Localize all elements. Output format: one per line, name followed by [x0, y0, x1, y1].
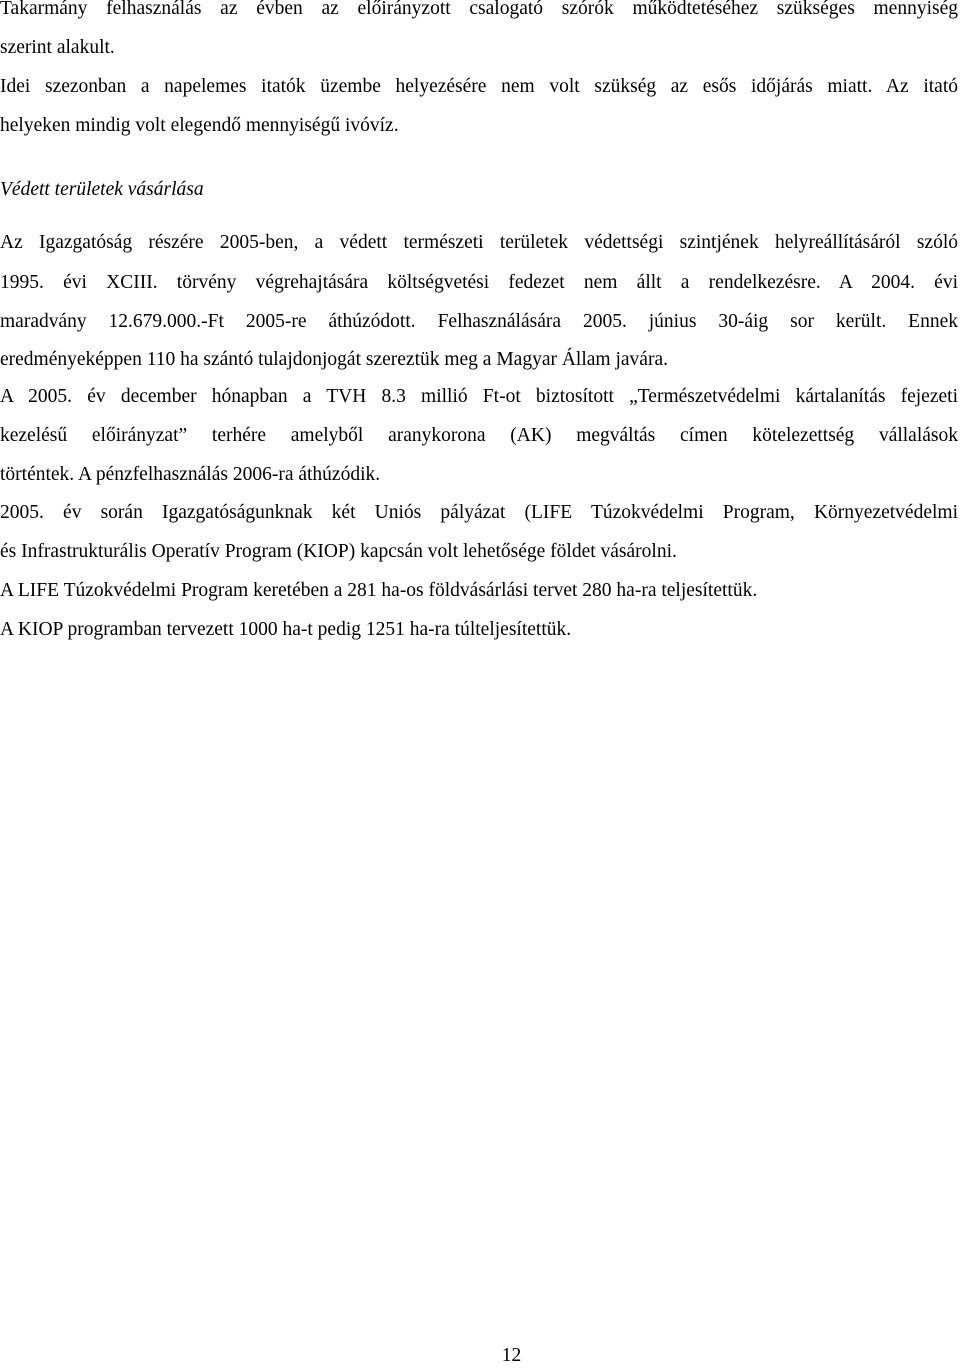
paragraph-line: Idei szezonban a napelemes itatók üzembe helyezésére nem volt szükség az esős időjárás miatt. Az itató [0, 76, 958, 97]
page-number: 12 [501, 1345, 522, 1366]
paragraph-line: Az Igazgatóság részére 2005-ben, a védett természeti területek védettségi szintjének helyreállításáról szóló [0, 232, 958, 253]
paragraph-line: Takarmány felhasználás az évben az előirányzott csalogató szórók működtetéséhez szükséges mennyiség [0, 0, 958, 19]
paragraph-line: történtek. A pénzfelhasználás 2006-ra áthúzódik. [0, 464, 381, 485]
paragraph-line: kezelésű előirányzat” terhére amelyből aranykorona (AK) megváltás címen kötelezettség vállalások [0, 425, 958, 446]
paragraph-line: 2005. év során Igazgatóságunknak két Uniós pályázat (LIFE Túzokvédelmi Program, Környezetvédelmi [0, 502, 958, 523]
paragraph-line: 1995. évi XCIII. törvény végrehajtására költségvetési fedezet nem állt a rendelkezésre. A 2004. évi [0, 272, 958, 293]
paragraph-line: A LIFE Túzokvédelmi Program keretében a 281 ha-os földvásárlási tervet 280 ha-ra teljesítettük. [0, 580, 758, 601]
paragraph-line: helyeken mindig volt elegendő mennyiségű ivóvíz. [0, 115, 399, 136]
paragraph-line: A KIOP programban tervezett 1000 ha-t pedig 1251 ha-ra túlteljesítettük. [0, 619, 572, 640]
paragraph-line: és Infrastrukturális Operatív Program (KIOP) kapcsán volt lehetősége földet vásárolni. [0, 541, 677, 562]
section-heading: Védett területek vásárlása [0, 179, 204, 200]
paragraph-line: A 2005. év december hónapban a TVH 8.3 millió Ft-ot biztosított „Természetvédelmi kártalanítás fejezeti [0, 386, 958, 407]
paragraph-line: eredményeképpen 110 ha szántó tulajdonjogát szereztük meg a Magyar Állam javára. [0, 349, 668, 370]
paragraph-line: szerint alakult. [0, 37, 115, 58]
paragraph-line: maradvány 12.679.000.-Ft 2005-re áthúzódott. Felhasználására 2005. június 30-áig sor került. Ennek [0, 311, 958, 332]
